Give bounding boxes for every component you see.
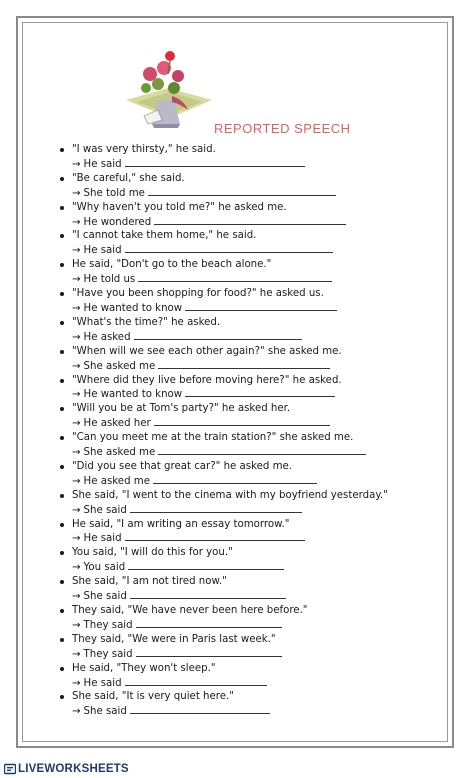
exercise-item: [58, 374, 438, 403]
direct-speech-sentence: She said, "It is very quiet here.": [72, 691, 234, 703]
arrow-right-icon: →: [72, 447, 81, 459]
answer-line: [58, 243, 438, 258]
exercise-item: [58, 431, 438, 460]
bullet-icon: [60, 494, 64, 498]
direct-speech-sentence: She said, "I am not tired now.": [72, 576, 227, 588]
arrow-right-icon: →: [72, 302, 81, 314]
direct-speech-sentence: "Will you be at Tom's party?" he asked her.: [72, 403, 291, 415]
answer-line: [58, 503, 438, 518]
arrow-right-icon: →: [72, 274, 81, 286]
answer-blank-input[interactable]: [154, 215, 346, 225]
answer-line: [58, 387, 438, 402]
direct-speech-sentence: "Can you meet me at the train station?" she asked me.: [72, 432, 354, 444]
answer-blank-input[interactable]: [185, 301, 337, 311]
exercise-item: [58, 546, 438, 575]
direct-speech-sentence: "Did you see that great car?" he asked me.: [72, 460, 293, 472]
arrow-right-icon: →: [72, 533, 81, 545]
answer-blank-input[interactable]: [130, 704, 270, 714]
answer-blank-input[interactable]: [153, 474, 317, 484]
direct-speech-sentence: "Why haven't you told me?" he asked me.: [72, 201, 287, 213]
answer-line: [58, 676, 438, 691]
direct-speech-sentence: He said, "They won't sleep.": [72, 662, 216, 674]
arrow-right-icon: →: [72, 245, 81, 257]
answer-line: [58, 474, 438, 489]
answer-prefix: They said: [83, 648, 133, 660]
answer-line: [58, 560, 438, 575]
answer-line: [58, 704, 438, 719]
arrow-right-icon: →: [72, 187, 81, 199]
exercise-item: [58, 575, 438, 604]
arrow-right-icon: →: [72, 475, 81, 487]
bullet-icon: [60, 379, 64, 383]
answer-prefix: She told me: [83, 187, 145, 199]
bullet-icon: [60, 350, 64, 354]
answer-line: [58, 589, 438, 604]
direct-speech-sentence: They said, "We were in Paris last week.": [72, 633, 276, 645]
exercise-item: [58, 345, 438, 374]
direct-speech-sentence: "I was very thirsty," he said.: [72, 144, 216, 155]
exercise-item: [58, 201, 438, 230]
exercise-item: [58, 402, 438, 431]
answer-prefix: He wanted to know: [83, 389, 183, 401]
exercise-item: [58, 633, 438, 662]
answer-blank-input[interactable]: [138, 272, 332, 282]
answer-prefix: You said: [83, 562, 126, 574]
answer-prefix: He said: [83, 158, 122, 170]
footer-brand: [4, 762, 129, 776]
direct-speech-sentence: "Have you been shopping for food?" he asked us.: [72, 288, 324, 300]
direct-speech-sentence: They said, "We have never been here before.": [72, 605, 308, 616]
arrow-right-icon: →: [72, 706, 81, 718]
answer-blank-input[interactable]: [136, 647, 282, 657]
exercise-list: [58, 143, 438, 719]
answer-blank-input[interactable]: [158, 445, 366, 455]
direct-speech-sentence: She said, "I went to the cinema with my boyfriend yesterday.": [72, 489, 388, 501]
bullet-icon: [60, 148, 64, 152]
arrow-right-icon: →: [72, 504, 81, 516]
flower-bouquet-illustration: [118, 40, 214, 136]
answer-prefix: He asked her: [83, 418, 151, 430]
direct-speech-sentence: "Where did they live before moving here?" he asked.: [72, 374, 342, 386]
arrow-right-icon: →: [72, 418, 81, 430]
answer-line: [58, 647, 438, 662]
answer-blank-input[interactable]: [125, 531, 305, 541]
answer-blank-input[interactable]: [128, 560, 284, 570]
exercise-item: [58, 604, 438, 633]
answer-prefix: He said: [83, 677, 122, 689]
exercise-item: [58, 229, 438, 258]
answer-prefix: He wondered: [83, 216, 152, 228]
arrow-right-icon: →: [72, 389, 81, 401]
answer-prefix: He asked me: [83, 475, 150, 487]
direct-speech-sentence: "What's the time?" he asked.: [72, 316, 221, 328]
footer-brand-text: LIVEWORKSHEETS: [18, 763, 129, 775]
exercise-item: [58, 258, 438, 287]
answer-prefix: He said: [83, 245, 122, 257]
arrow-right-icon: →: [72, 216, 81, 228]
direct-speech-sentence: "Be careful," she said.: [72, 172, 185, 184]
answer-blank-input[interactable]: [134, 330, 302, 340]
bullet-icon: [60, 609, 64, 613]
answer-blank-input[interactable]: [158, 359, 330, 369]
answer-prefix: He said: [83, 533, 122, 545]
page-title: REPORTED SPEECH: [214, 121, 351, 136]
answer-line: [58, 531, 438, 546]
direct-speech-sentence: He said, "Don't go to the beach alone.": [72, 259, 272, 271]
answer-prefix: He asked: [83, 331, 131, 343]
answer-blank-input[interactable]: [125, 243, 333, 253]
answer-line: [58, 330, 438, 345]
answer-line: [58, 157, 438, 172]
liveworksheets-logo-icon: [4, 763, 16, 775]
exercise-item: [58, 316, 438, 345]
arrow-right-icon: →: [72, 619, 81, 631]
bullet-icon: [60, 321, 64, 325]
answer-line: [58, 445, 438, 460]
answer-prefix: He told us: [83, 274, 136, 286]
exercise-item: [58, 287, 438, 316]
answer-prefix: She said: [83, 504, 127, 516]
bullet-icon: [60, 667, 64, 671]
bullet-icon: [60, 177, 64, 181]
answer-line: [58, 186, 438, 201]
answer-blank-input[interactable]: [185, 387, 335, 397]
arrow-right-icon: →: [72, 562, 81, 574]
answer-blank-input[interactable]: [148, 186, 336, 196]
answer-prefix: She asked me: [83, 447, 156, 459]
arrow-right-icon: →: [72, 591, 81, 603]
arrow-right-icon: →: [72, 360, 81, 372]
answer-line: [58, 301, 438, 316]
exercise-item: [58, 172, 438, 201]
answer-blank-input[interactable]: [154, 416, 330, 426]
answer-blank-input[interactable]: [125, 157, 305, 167]
answer-prefix: She asked me: [83, 360, 156, 372]
direct-speech-sentence: "I cannot take them home," he said.: [72, 230, 257, 242]
answer-blank-input[interactable]: [130, 589, 286, 599]
arrow-right-icon: →: [72, 158, 81, 170]
answer-line: [58, 272, 438, 287]
bullet-icon: [60, 206, 64, 210]
answer-prefix: They said: [83, 619, 133, 631]
answer-blank-input[interactable]: [125, 676, 267, 686]
answer-prefix: He wanted to know: [83, 302, 183, 314]
exercise-item: [58, 662, 438, 691]
answer-blank-input[interactable]: [136, 618, 282, 628]
bullet-icon: [60, 638, 64, 642]
bullet-icon: [60, 523, 64, 527]
answer-line: [58, 359, 438, 374]
arrow-right-icon: →: [72, 648, 81, 660]
bullet-icon: [60, 465, 64, 469]
exercise-item: [58, 690, 438, 719]
direct-speech-sentence: "When will we see each other again?" she asked me.: [72, 345, 342, 357]
exercise-item: [58, 518, 438, 547]
direct-speech-sentence: He said, "I am writing an essay tomorrow.": [72, 518, 290, 530]
answer-prefix: She said: [83, 706, 127, 718]
exercise-item: [58, 460, 438, 489]
exercise-item: [58, 489, 438, 518]
arrow-right-icon: →: [72, 677, 81, 689]
answer-line: [58, 416, 438, 431]
answer-blank-input[interactable]: [130, 503, 302, 513]
answer-line: [58, 215, 438, 230]
answer-prefix: She said: [83, 591, 127, 603]
answer-line: [58, 618, 438, 633]
direct-speech-sentence: You said, "I will do this for you.": [72, 547, 233, 559]
exercise-item: [58, 143, 438, 172]
arrow-right-icon: →: [72, 331, 81, 343]
